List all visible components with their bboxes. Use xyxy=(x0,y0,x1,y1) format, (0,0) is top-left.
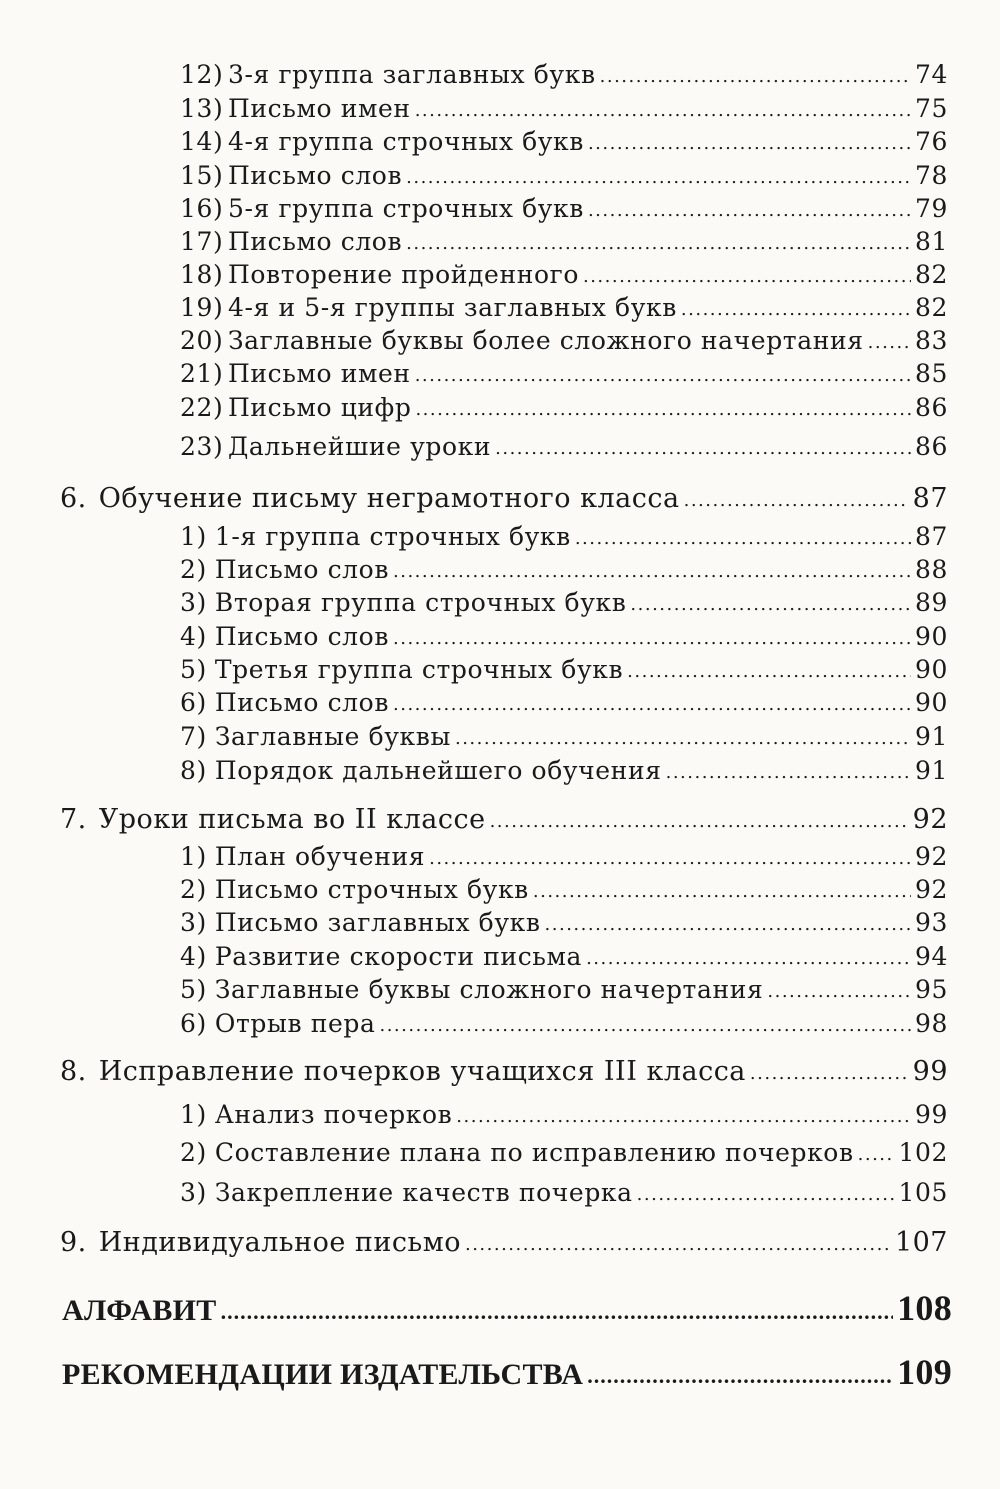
entry-page-number: 99 xyxy=(914,1100,948,1129)
dot-leader xyxy=(666,757,911,782)
entry-title: Анализ почерков xyxy=(214,1100,453,1129)
entry-page-number: 76 xyxy=(914,127,948,156)
dot-leader xyxy=(637,1179,895,1204)
dot-leader xyxy=(587,1359,893,1389)
entry-title: Письмо слов xyxy=(228,227,403,256)
entry-number: 8. xyxy=(60,1056,87,1087)
entry-page-number: 90 xyxy=(914,655,948,684)
entry-number: 9. xyxy=(60,1227,87,1258)
dot-leader xyxy=(858,1139,895,1164)
entry-number: 14) xyxy=(180,127,224,156)
entry-title: План обучения xyxy=(214,842,426,871)
entry-title: Третья группа строчных букв xyxy=(214,655,624,684)
toc-entry xyxy=(180,1102,948,1127)
entry-title: Письмо слов xyxy=(214,555,389,584)
entry-title: Дальнейшие уроки xyxy=(228,432,492,461)
toc-entry xyxy=(180,910,948,935)
entry-page-number: 93 xyxy=(914,908,948,937)
entry-title: Закрепление качеств почерка xyxy=(214,1178,633,1207)
toc-entry xyxy=(180,62,948,87)
entry-page-number: 89 xyxy=(914,588,948,617)
entry-title: Письмо цифр xyxy=(228,393,412,422)
dot-leader xyxy=(684,484,909,511)
dot-leader xyxy=(767,976,911,1001)
entry-page-number: 83 xyxy=(914,326,948,355)
dot-leader xyxy=(455,723,911,748)
entry-title: АЛФАВИТ xyxy=(62,1294,217,1327)
entry-page-number: 81 xyxy=(914,227,948,256)
dot-leader xyxy=(465,1228,891,1255)
entry-number: 5) xyxy=(180,655,207,684)
entry-title: Отрыв пера xyxy=(214,1009,376,1038)
entry-page-number: 75 xyxy=(914,94,948,123)
dot-leader xyxy=(415,95,911,120)
dot-leader xyxy=(588,195,911,220)
dot-leader xyxy=(221,1295,893,1325)
toc-entry xyxy=(180,877,948,902)
dot-leader xyxy=(681,294,911,319)
entry-page-number: 109 xyxy=(897,1352,952,1392)
entry-page-number: 88 xyxy=(914,555,948,584)
dot-leader xyxy=(393,623,911,648)
entry-number: 1) xyxy=(180,842,207,871)
entry-number: 18) xyxy=(180,260,224,289)
entry-title: Письмо строчных букв xyxy=(214,875,529,904)
dot-leader xyxy=(415,360,911,385)
entry-number: 8) xyxy=(180,756,207,785)
entry-title: Письмо заглавных букв xyxy=(214,908,541,937)
dot-leader xyxy=(429,843,911,868)
toc-section-entry xyxy=(60,1229,948,1256)
toc-entry xyxy=(180,1011,948,1036)
entry-number: 6) xyxy=(180,688,207,717)
entry-title: Повторение пройденного xyxy=(228,260,579,289)
toc-entry xyxy=(180,557,948,582)
entry-page-number: 102 xyxy=(898,1138,948,1167)
entry-title: 4-я и 5-я группы заглавных букв xyxy=(228,293,677,322)
dot-leader xyxy=(415,394,911,419)
toc-entry xyxy=(180,977,948,1002)
entry-title: Вторая группа строчных букв xyxy=(214,588,627,617)
toc-main-entry xyxy=(62,1290,952,1326)
toc-entry xyxy=(180,328,948,353)
entry-number: 22) xyxy=(180,393,224,422)
dot-leader xyxy=(379,1010,911,1035)
entry-number: 23) xyxy=(180,432,224,461)
toc-entry xyxy=(180,724,948,749)
toc-entry xyxy=(180,690,948,715)
entry-page-number: 74 xyxy=(914,60,948,89)
toc-entry xyxy=(180,262,948,287)
toc-entry xyxy=(180,1180,948,1205)
dot-leader xyxy=(627,656,911,681)
dot-leader xyxy=(393,689,911,714)
dot-leader xyxy=(600,61,911,86)
entry-title: Письмо слов xyxy=(228,161,403,190)
entry-title: Заглавные буквы более сложного начертания xyxy=(228,326,864,355)
entry-page-number: 95 xyxy=(914,975,948,1004)
entry-title: Письмо слов xyxy=(214,622,389,651)
entry-number: 2) xyxy=(180,875,207,904)
entry-title: 1-я группа строчных букв xyxy=(214,522,571,551)
toc-entry xyxy=(180,1140,948,1165)
entry-number: 2) xyxy=(180,1138,207,1167)
entry-page-number: 82 xyxy=(914,293,948,322)
dot-leader xyxy=(750,1057,909,1084)
entry-title: Письмо слов xyxy=(214,688,389,717)
entry-page-number: 85 xyxy=(914,359,948,388)
toc-entry xyxy=(180,196,948,221)
toc-entry xyxy=(180,624,948,649)
entry-number: 3) xyxy=(180,1178,207,1207)
entry-page-number: 98 xyxy=(914,1009,948,1038)
entry-page-number: 87 xyxy=(912,483,948,514)
entry-title: Письмо имен xyxy=(228,359,411,388)
entry-number: 1) xyxy=(180,522,207,551)
toc-entry xyxy=(180,657,948,682)
dot-leader xyxy=(533,876,911,901)
entry-number: 3) xyxy=(180,588,207,617)
entry-page-number: 87 xyxy=(914,522,948,551)
toc-entry xyxy=(180,395,948,420)
entry-page-number: 92 xyxy=(912,804,948,835)
entry-title: Индивидуальное письмо xyxy=(98,1227,461,1258)
entry-number: 17) xyxy=(180,227,224,256)
toc-entry xyxy=(180,163,948,188)
entry-page-number: 105 xyxy=(898,1178,948,1207)
entry-title: 3-я группа заглавных букв xyxy=(228,60,596,89)
entry-title: 5-я группа строчных букв xyxy=(228,194,584,223)
entry-number: 16) xyxy=(180,194,224,223)
toc-entry xyxy=(180,295,948,320)
entry-title: РЕКОМЕНДАЦИИ ИЗДАТЕЛЬСТВА xyxy=(62,1358,584,1391)
entry-page-number: 94 xyxy=(914,942,948,971)
dot-leader xyxy=(630,589,911,614)
entry-number: 13) xyxy=(180,94,224,123)
toc-entry xyxy=(180,758,948,783)
entry-page-number: 86 xyxy=(914,432,948,461)
dot-leader xyxy=(575,523,911,548)
entry-page-number: 78 xyxy=(914,161,948,190)
entry-title: Порядок дальнейшего обучения xyxy=(214,756,662,785)
dot-leader xyxy=(393,556,911,581)
dot-leader xyxy=(456,1101,911,1126)
toc-entry xyxy=(180,524,948,549)
entry-number: 6. xyxy=(60,483,87,514)
toc-entry xyxy=(180,844,948,869)
dot-leader xyxy=(583,261,911,286)
entry-title: Развитие скорости письма xyxy=(214,942,583,971)
entry-number: 5) xyxy=(180,975,207,1004)
toc-entry xyxy=(180,96,948,121)
toc-section-entry xyxy=(60,485,948,512)
entry-page-number: 90 xyxy=(914,688,948,717)
entry-number: 15) xyxy=(180,161,224,190)
entry-page-number: 108 xyxy=(897,1288,952,1328)
entry-number: 21) xyxy=(180,359,224,388)
entry-page-number: 82 xyxy=(914,260,948,289)
dot-leader xyxy=(588,128,911,153)
dot-leader xyxy=(490,805,909,832)
entry-page-number: 91 xyxy=(914,756,948,785)
dot-leader xyxy=(545,909,911,934)
entry-number: 6) xyxy=(180,1009,207,1038)
toc-section-entry xyxy=(60,806,948,833)
entry-number: 12) xyxy=(180,60,224,89)
entry-title: Заглавные буквы xyxy=(214,722,451,751)
entry-number: 7) xyxy=(180,722,207,751)
entry-number: 4) xyxy=(180,942,207,971)
entry-title: Обучение письму неграмотного класса xyxy=(98,483,680,514)
entry-title: Уроки письма во II классе xyxy=(98,804,486,835)
toc-entry xyxy=(180,434,948,459)
dot-leader xyxy=(586,943,911,968)
toc-entry xyxy=(180,129,948,154)
dot-leader xyxy=(406,228,911,253)
entry-title: Исправление почерков учащихся III класса xyxy=(98,1056,746,1087)
dot-leader xyxy=(406,162,911,187)
entry-number: 3) xyxy=(180,908,207,937)
entry-page-number: 107 xyxy=(894,1227,948,1258)
entry-number: 2) xyxy=(180,555,207,584)
entry-page-number: 92 xyxy=(914,875,948,904)
toc-entry xyxy=(180,590,948,615)
dot-leader xyxy=(868,327,911,352)
entry-page-number: 92 xyxy=(914,842,948,871)
toc-entry xyxy=(180,944,948,969)
entry-number: 1) xyxy=(180,1100,207,1129)
toc-entry xyxy=(180,229,948,254)
entry-number: 20) xyxy=(180,326,224,355)
entry-title: Заглавные буквы сложного начертания xyxy=(214,975,764,1004)
entry-title: Письмо имен xyxy=(228,94,411,123)
toc-main-entry xyxy=(62,1354,952,1390)
toc-entry xyxy=(180,361,948,386)
entry-page-number: 90 xyxy=(914,622,948,651)
entry-number: 4) xyxy=(180,622,207,651)
entry-page-number: 86 xyxy=(914,393,948,422)
entry-title: Составление плана по исправлению почерков xyxy=(214,1138,854,1167)
entry-number: 7. xyxy=(60,804,87,835)
entry-number: 19) xyxy=(180,293,224,322)
toc-section-entry xyxy=(60,1058,948,1085)
entry-page-number: 99 xyxy=(912,1056,948,1087)
entry-page-number: 91 xyxy=(914,722,948,751)
dot-leader xyxy=(495,433,911,458)
entry-page-number: 79 xyxy=(914,194,948,223)
entry-title: 4-я группа строчных букв xyxy=(228,127,584,156)
